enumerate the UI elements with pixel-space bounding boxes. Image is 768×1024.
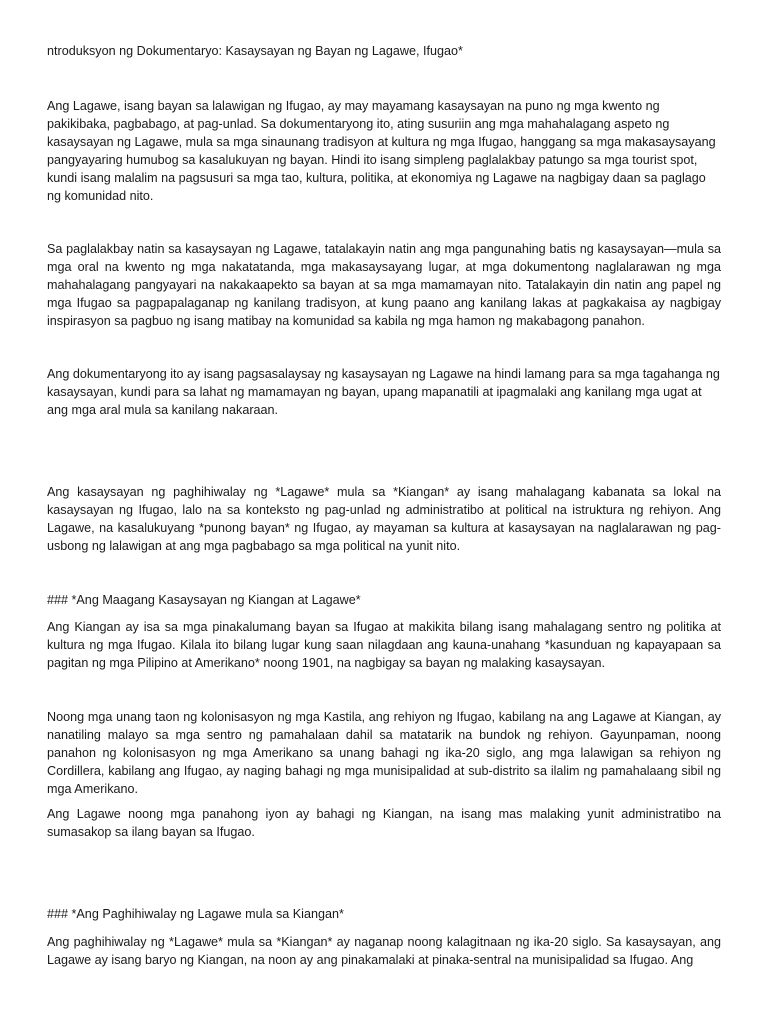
section-heading-1: ### *Ang Maagang Kasaysayan ng Kiangan at Lagawe* <box>47 593 361 607</box>
intro-paragraph-2: Sa paglalakbay natin sa kasaysayan ng Lagawe, tatalakayin natin ang mga pangunahing batis ng kasaysayan—mula sa mga oral na kwento ng mga nakatatanda, mga makasaysayang lugar, at mga dokumentong naglalarawan ng mga mahahalagang pangyayari na nakakaapekto sa bayan at sa mga mamamayan nito. Tatalakayin din natin ang papel ng mga Ifugao sa pagpapalaganap ng kanilang tradisyon, at kung paano ang kanilang lakas at pagkakaisa ay nagbigay inspirasyon sa pagbuo ng isang matibay na komunidad sa kabila ng mga hamon ng makabagong panahon. <box>47 242 721 328</box>
section1-paragraph-1: Ang Kiangan ay isa sa mga pinakalumang bayan sa Ifugao at makikita bilang isang mahalagang sentro ng politika at kultura ng mga Ifugao. Kilala ito bilang lugar kung saan nilagdaan ang kauna-unahang *kasunduan ng kapayapaan sa pagitan ng mga Pilipino at Amerikano* noong 1901, na nagbigay sa bayan ng malaking kasaysayan. <box>47 620 721 670</box>
section1-paragraph-2: Noong mga unang taon ng kolonisasyon ng mga Kastila, ang rehiyon ng Ifugao, kabilang na ang Lagawe at Kiangan, ay nanatiling malayo sa mga sentro ng pamahalaan dahil sa matatarik na bundok ng rehiyon. Gayunpaman, noong panahon ng kolonisasyon ng mga Amerikano sa unang bahagi ng ika-20 siglo, ang mga lalawigan sa rehiyon ng Cordillera, kabilang ang Ifugao, ay naging bahagi ng mga munisipalidad at sub-distrito sa ilalim ng pamahalaang sibil ng mga Amerikano. <box>47 710 721 796</box>
section-heading-2: ### *Ang Paghihiwalay ng Lagawe mula sa Kiangan* <box>47 907 344 921</box>
document-page <box>47 0 721 1024</box>
section1-paragraph-3: Ang Lagawe noong mga panahong iyon ay bahagi ng Kiangan, na isang mas malaking yunit administratibo na sumasakop sa ilang bayan sa Ifugao. <box>47 807 721 839</box>
section2-paragraph-1: Ang paghihiwalay ng *Lagawe* mula sa *Kiangan* ay naganap noong kalagitnaan ng ika-20 siglo. Sa kasaysayan, ang Lagawe ay isang baryo ng Kiangan, na noon ay ang pinakamalaki at pinaka-sentral na munisipalidad sa Ifugao. Ang <box>47 935 721 967</box>
intro-paragraph-1: Ang Lagawe, isang bayan sa lalawigan ng Ifugao, ay may mayamang kasaysayan na puno ng mga kwento ng pakikibaka, pagbabago, at pag-unlad. Sa dokumentaryong ito, ating susuriin ang mga mahahalagang aspeto ng kasaysayan ng Lagawe, mula sa mga sinaunang tradisyon at kultura ng mga Ifugao, hanggang sa mga makasaysayang pangyayaring humubog sa kasalukuyan ng bayan. Hindi ito isang simpleng paglalakbay patungo sa mga tourist spot, kundi isang malalim na pagsusuri sa mga tao, kultura, politika, at ekonomiya ng Lagawe na nagbigay daan sa paglago ng komunidad nito. <box>47 99 716 203</box>
section-intro-paragraph: Ang kasaysayan ng paghihiwalay ng *Lagawe* mula sa *Kiangan* ay isang mahalagang kabanata sa lokal na kasaysayan ng Ifugao, lalo na sa konteksto ng pag-unlad ng administratibo at political na istruktura ng rehiyon. Ang Lagawe, na kasalukuyang *punong bayan* ng Ifugao, ay mayaman sa kultura at kasaysayan na naglalarawan ng pag-usbong ng lalawigan at ang mga pagbabago sa mga political na yunit nito. <box>47 485 721 553</box>
intro-paragraph-3: Ang dokumentaryong ito ay isang pagsasalaysay ng kasaysayan ng Lagawe na hindi lamang para sa mga tagahanga ng kasaysayan, kundi para sa lahat ng mamamayan ng bayan, upang mapanatili at ipagmalaki ang kanilang mga ugat at ang mga aral mula sa kanilang nakaraan. <box>47 367 720 417</box>
document-title: ntroduksyon ng Dokumentaryo: Kasaysayan ng Bayan ng Lagawe, Ifugao* <box>47 44 463 58</box>
